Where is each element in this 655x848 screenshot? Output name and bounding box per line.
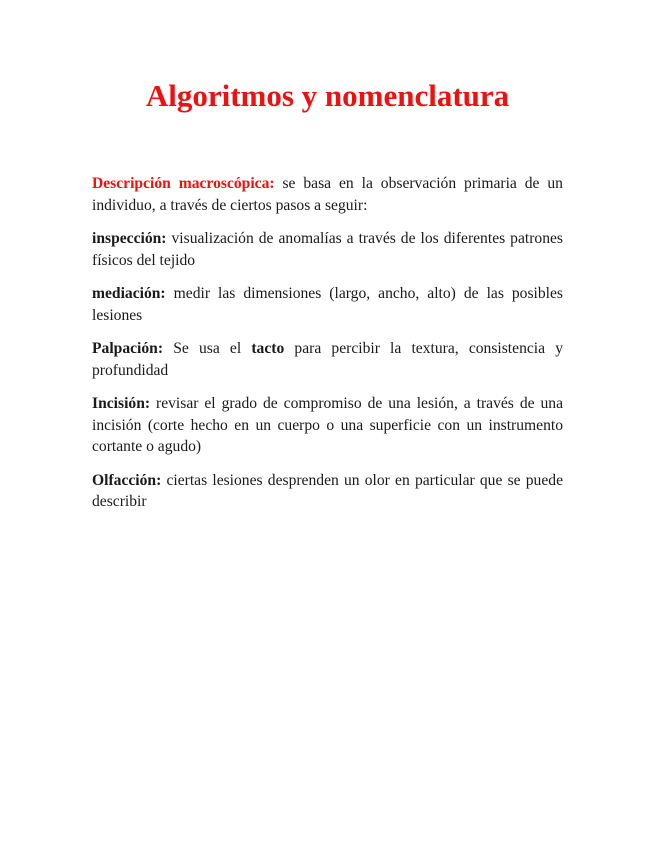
step-term: inspección: [92, 230, 167, 247]
step-text: visualización de anomalías a través de los diferentes patrones físicos del tejido [92, 230, 563, 269]
step-text: ciertas lesiones desprenden un olor en particular que se puede describir [92, 471, 563, 510]
step-term: Incisión: [92, 395, 151, 412]
step-text-after: para percibir la textura, consistencia y profundidad [92, 340, 563, 379]
step-palpacion [92, 338, 563, 381]
page-title: Algoritmos y nomenclatura [145, 78, 510, 113]
intro-text: se basa en la observación primaria de un individuo, a través de ciertos pasos a seguir: [92, 175, 563, 214]
step-term: mediación: [92, 285, 166, 302]
step-text: revisar el grado de compromiso de una lesión, a través de una incisión (corte hecho en un cuerpo o una superficie con un instrumento cortante o agudo) [92, 395, 563, 455]
step-inspeccion [92, 228, 563, 271]
step-olfaccion [92, 470, 563, 513]
step-text: medir las dimensiones (largo, ancho, alto) de las posibles lesiones [92, 285, 563, 324]
step-term: Palpación: [92, 340, 164, 357]
step-term: Olfacción: [92, 471, 162, 489]
document-body [92, 173, 563, 525]
step-mediacion [92, 283, 563, 326]
intro-paragraph [92, 173, 563, 216]
step-incision [92, 393, 563, 458]
step-emphasis: tacto [251, 340, 285, 357]
intro-term: Descripción macroscópica: [92, 175, 275, 192]
step-text-before: Se usa el [163, 340, 252, 357]
